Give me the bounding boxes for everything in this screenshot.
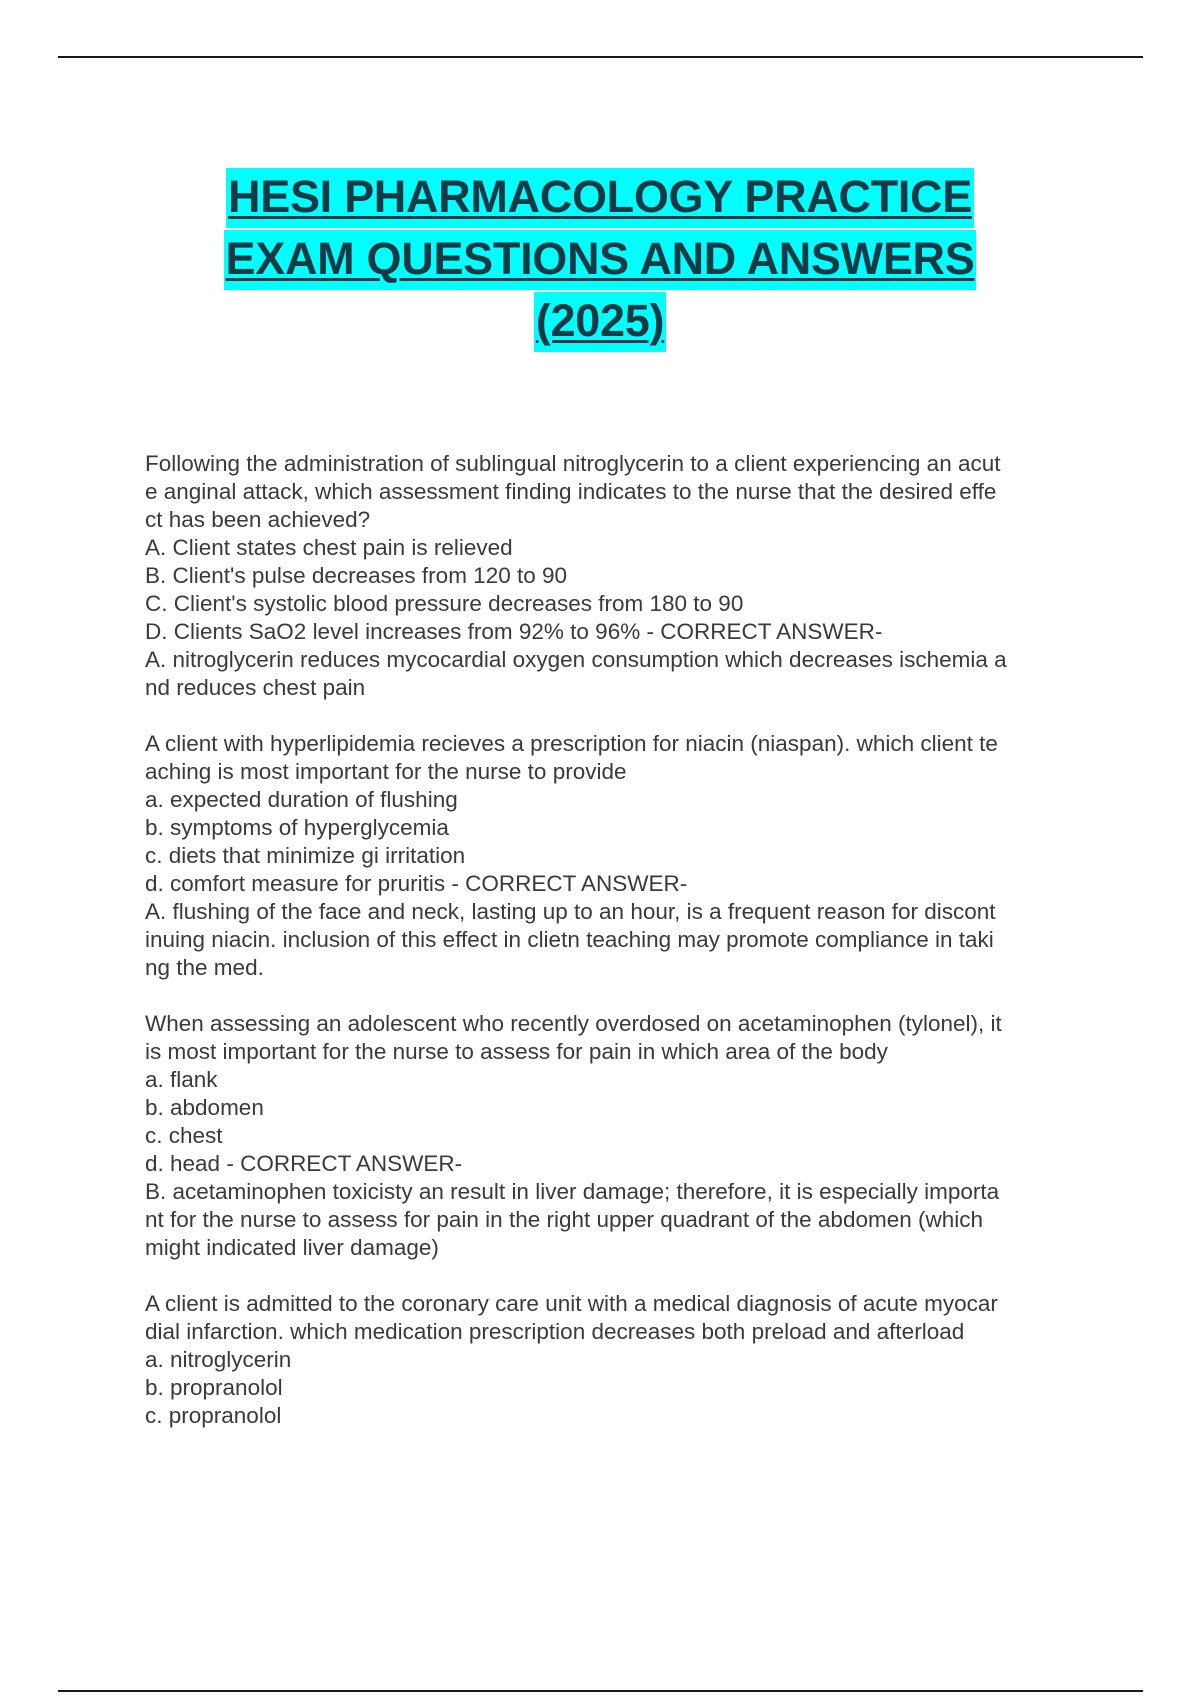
option-line: a. nitroglycerin: [145, 1347, 292, 1372]
question-3: [145, 1010, 1085, 1262]
option-line: d. head - CORRECT ANSWER-: [145, 1151, 463, 1176]
answer-line: nt for the nurse to assess for pain in the right upper quadrant of the abdomen (which: [145, 1207, 984, 1232]
option-line: B. Client's pulse decreases from 120 to 90: [145, 563, 568, 588]
title-line-1: HESI PHARMACOLOGY PRACTICE: [226, 168, 974, 228]
answer-line: A. flushing of the face and neck, lasting up to an hour, is a frequent reason for discont: [145, 899, 996, 924]
option-line: c. diets that minimize gi irritation: [145, 843, 466, 868]
bottom-rule: [58, 1690, 1143, 1692]
answer-line: might indicated liver damage): [145, 1235, 439, 1260]
title-line-2: EXAM QUESTIONS AND ANSWERS: [224, 230, 977, 290]
title-line-3: (2025): [534, 292, 666, 352]
answer-line: inuing niacin. inclusion of this effect in clietn teaching may promote compliance in taki: [145, 927, 994, 952]
question-1: [145, 450, 1085, 702]
option-line: D. Clients SaO2 level increases from 92% to 96% - CORRECT ANSWER-: [145, 619, 883, 644]
option-line: b. propranolol: [145, 1375, 283, 1400]
question-line: is most important for the nurse to assess for pain in which area of the body: [145, 1039, 888, 1064]
option-line: a. expected duration of flushing: [145, 787, 458, 812]
option-line: b. symptoms of hyperglycemia: [145, 815, 449, 840]
question-line: aching is most important for the nurse to provide: [145, 759, 627, 784]
top-rule: [58, 56, 1143, 58]
question-4: [145, 1290, 1085, 1430]
page-title: [0, 168, 1200, 354]
question-line: dial infarction. which medication prescription decreases both preload and afterload: [145, 1319, 965, 1344]
option-line: c. propranolol: [145, 1403, 282, 1428]
question-line: e anginal attack, which assessment finding indicates to the nurse that the desired effe: [145, 479, 997, 504]
question-line: A client with hyperlipidemia recieves a prescription for niacin (niaspan). which client te: [145, 731, 998, 756]
answer-line: nd reduces chest pain: [145, 675, 366, 700]
option-line: a. flank: [145, 1067, 218, 1092]
question-line: Following the administration of sublingual nitroglycerin to a client experiencing an acut: [145, 451, 1001, 476]
option-line: d. comfort measure for pruritis - CORRECT ANSWER-: [145, 871, 688, 896]
option-line: C. Client's systolic blood pressure decreases from 180 to 90: [145, 591, 744, 616]
option-line: b. abdomen: [145, 1095, 264, 1120]
option-line: A. Client states chest pain is relieved: [145, 535, 513, 560]
question-line: ct has been achieved?: [145, 507, 371, 532]
question-line: When assessing an adolescent who recently overdosed on acetaminophen (tylonel), it: [145, 1011, 1002, 1036]
question-line: A client is admitted to the coronary care unit with a medical diagnosis of acute myocar: [145, 1291, 998, 1316]
question-2: [145, 730, 1085, 982]
answer-line: B. acetaminophen toxicisty an result in liver damage; therefore, it is especially importa: [145, 1179, 1000, 1204]
option-line: c. chest: [145, 1123, 223, 1148]
questions-body: [145, 450, 1085, 1458]
answer-line: ng the med.: [145, 955, 264, 980]
answer-line: A. nitroglycerin reduces mycocardial oxygen consumption which decreases ischemia a: [145, 647, 1007, 672]
